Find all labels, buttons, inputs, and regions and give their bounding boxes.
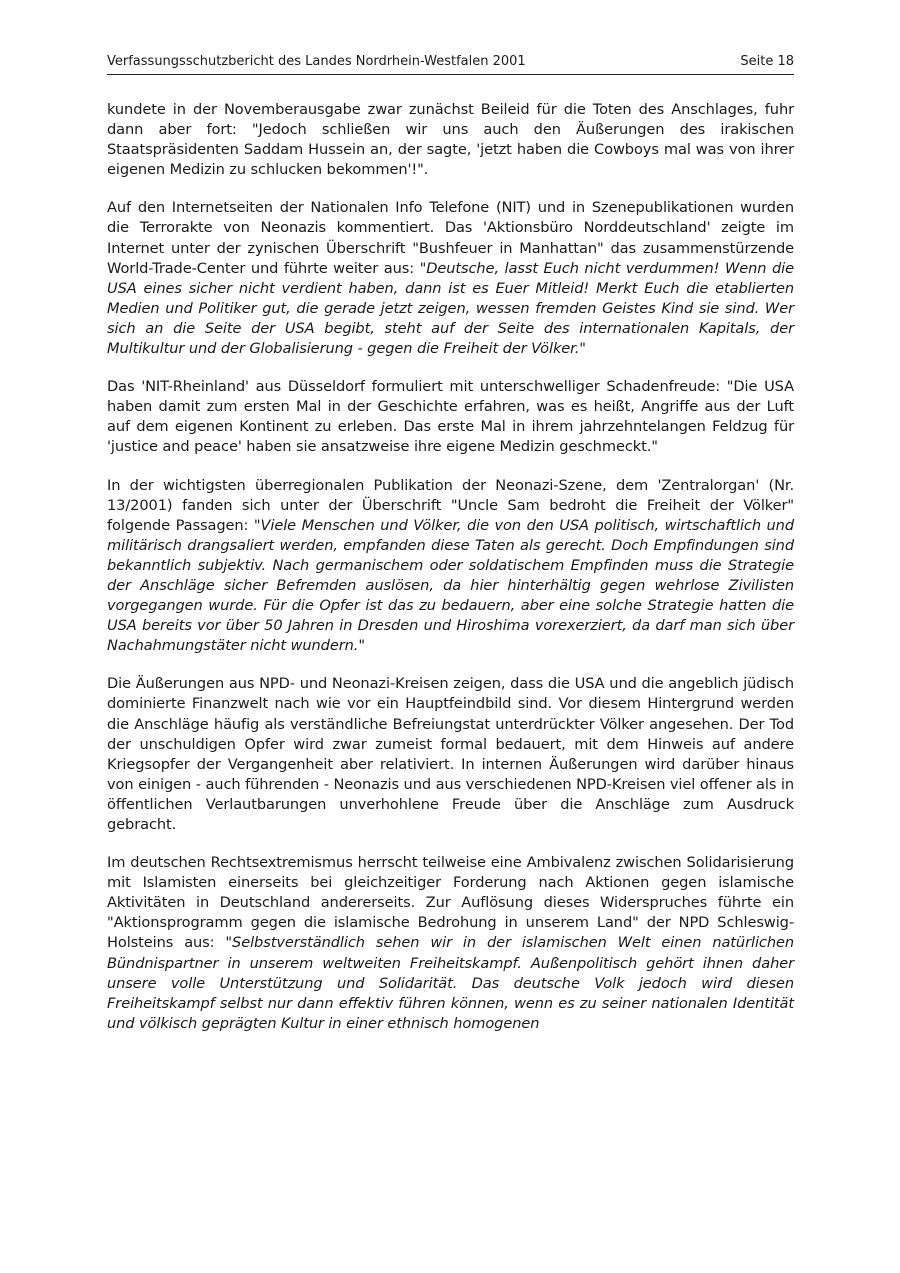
paragraph xyxy=(107,198,794,359)
text-run: kundete in der Novemberausgabe zwar zunächst Beileid für die Toten des Anschlages, fuhr dann aber fort: "Jedoch schließen wir uns auch den Äußerungen des irakischen Staatspräsidenten Saddam Hussein an, der sagte, 'jetzt haben die Cowboys mal was von ihrer eigenen Medizin zu schlucken bekommen'!". xyxy=(107,101,794,179)
text-run: Die Äußerungen aus NPD- und Neonazi-Kreisen zeigen, dass die USA und die angeblich jüdisch dominierte Finanzwelt nach wie vor ein Hauptfeindbild sind. Vor diesem Hintergrund werden die Anschläge häufig als verständliche Befreiungstat unterdrückter Völker angesehen. Der Tod der unschuldigen Opfer wird zwar zumeist formal bedauert, mit dem Hinweis auf andere Kriegsopfer der Vergangenheit aber relativiert. In internen Äußerungen wird darüber hinaus von einigen - auch führenden - Neonazis und aus verschiedenen NPD-Kreisen viel offener als in öffentlichen Verlautbarungen unverhohlene Freude über die Anschläge zum Ausdruck gebracht. xyxy=(107,675,794,833)
paragraph xyxy=(107,476,794,657)
text-run: " xyxy=(579,340,586,358)
text-run: In der wichtigsten überregionalen Publikation der Neonazi-Szene, dem 'Zentralorgan' (Nr. 13/2001) fanden sich unter der Überschrift "Uncle Sam bedroht die Freiheit der Völker" folgende Passagen: " xyxy=(107,476,794,534)
text-run: Im deutschen Rechtsextremismus herrscht teilweise eine Ambivalenz zwischen Solidarisierung mit Islamisten einerseits bei gleichzeitiger Forderung nach Aktionen gegen islamische Aktivitäten in Deutschland andererseits. Zur Auflösung dieses Widerspruches führte ein "Aktionsprogramm gegen die islamische Bedrohung in unserem Land" der NPD Schleswig-Holsteins aus: " xyxy=(107,854,794,952)
paragraph xyxy=(107,674,794,835)
page-number: Seite 18 xyxy=(740,54,794,69)
text-run: " xyxy=(358,637,365,655)
quote-run: Selbstverständlich sehen wir in der islamischen Welt einen natürlichen Bündnispartner in unserem weltweiten Freiheitskampf. Außenpolitisch gehört ihnen daher unsere volle Unterstützung und Solidarität. Das deutsche Volk jedoch wird diesen Freiheitskampf selbst nur dann effektiv führen können, wenn es zu seiner nationalen Identität und völkisch geprägten Kultur in einer ethnisch homogenen xyxy=(107,934,794,1032)
paragraph xyxy=(107,377,794,457)
document-title: Verfassungsschutzbericht des Landes Nordrhein-Westfalen 2001 xyxy=(107,54,526,69)
paragraph xyxy=(107,100,794,180)
text-run: Auf den Internetseiten der Nationalen Info Telefone (NIT) und in Szenepublikationen wurden die Terrorakte von Neonazis kommentiert. Das 'Aktionsbüro Norddeutschland' zeigte im Internet unter der zynischen Überschrift "Bushfeuer in Manhattan" das zusammenstürzende World-Trade-Center und führte weiter aus: " xyxy=(107,199,794,277)
quote-run: Viele Menschen und Völker, die von den USA politisch, wirtschaftlich und militärisch drangsaliert werden, empfanden diese Taten als gerecht. Doch Empfindungen sind bekanntlich subjektiv. Nach germanischem oder soldatischem Empfinden muss die Strategie der Anschläge sicher Befremden auslösen, da hier hinterhältig gegen wehrlose Zivilisten vorgegangen wurde. Für die Opfer ist das zu bedauern, aber eine solche Strategie hatten die USA bereits vor über 50 Jahren in Dresden und Hiroshima vorexerziert, da darf man sich über Nachahmungstäter nicht wundern. xyxy=(107,516,794,655)
page-header xyxy=(107,50,794,75)
paragraph xyxy=(107,853,794,1034)
document-body xyxy=(107,100,794,1052)
quote-run: Deutsche, lasst Euch nicht verdummen! Wenn die USA eines sicher nicht verdient haben, dann ist es Euer Mitleid! Merkt Euch die etablierten Medien und Politiker gut, die gerade jetzt zeigen, wessen fremden Geistes Kind sie sind. Wer sich an die Seite der USA begibt, steht auf der Seite des internationalen Kapitals, der Multikultur und der Globalisierung - gegen die Freiheit der Völker. xyxy=(107,259,794,358)
text-run: Das 'NIT-Rheinland' aus Düsseldorf formuliert mit unterschwelliger Schadenfreude: "Die USA haben damit zum ersten Mal in der Geschichte erfahren, was es heißt, Angriffe aus der Luft auf dem eigenen Kontinent zu erleben. Das erste Mal in ihrem jahrzehntelangen Feldzug für 'justice and peace' haben sie ansatzweise ihre eigene Medizin geschmeckt." xyxy=(107,378,794,456)
